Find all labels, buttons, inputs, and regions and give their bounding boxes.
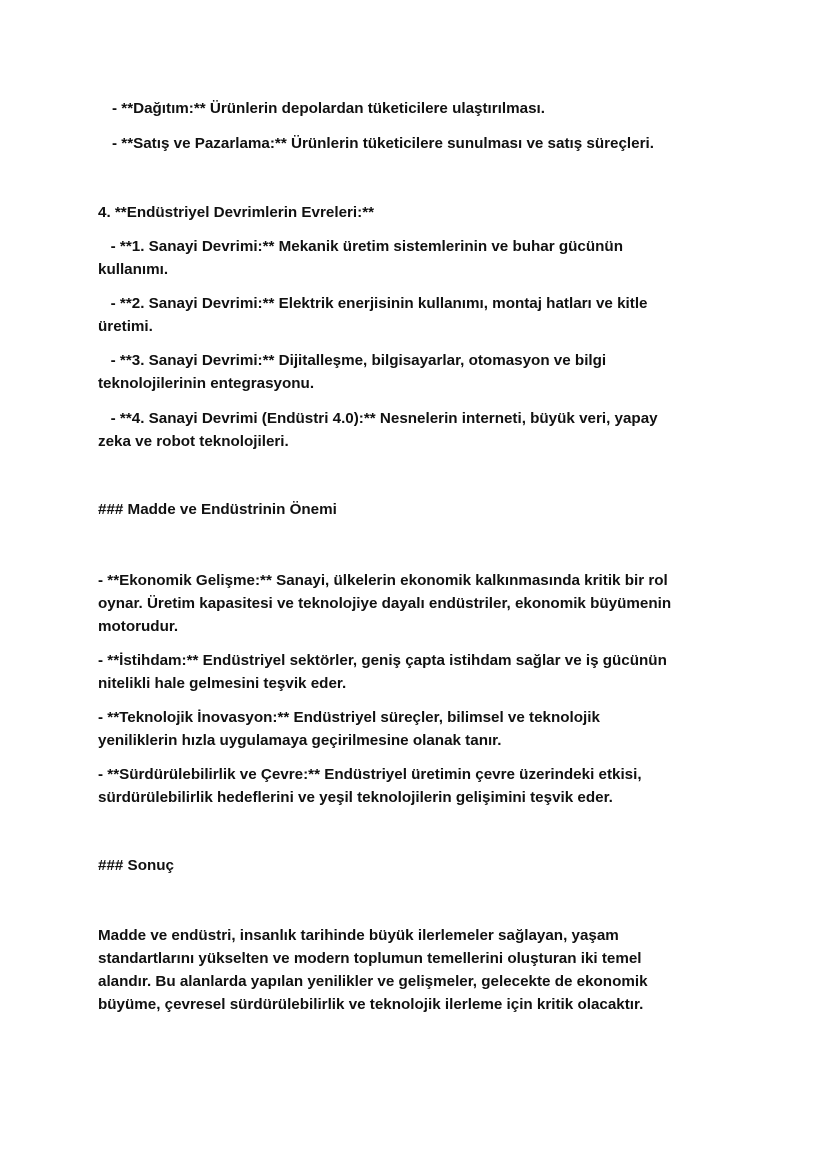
section-heading-conclusion: ### Sonuç	[98, 857, 174, 874]
revolution-item-2-line2: üretimi.	[98, 318, 153, 335]
revolution-item-4-line1: - **4. Sanayi Devrimi (Endüstri 4.0):** Nesnelerin interneti, büyük veri, yapay	[98, 410, 658, 427]
revolution-item-1-line1: - **1. Sanayi Devrimi:** Mekanik üretim sistemlerinin ve buhar gücünün	[98, 238, 623, 255]
importance-sustainability-line1: - **Sürdürülebilirlik ve Çevre:** Endüstriyel üretimin çevre üzerindeki etkisi,	[98, 766, 642, 783]
importance-sustainability-line2: sürdürülebilirlik hedeflerini ve yeşil teknolojilerin gelişimini teşvik eder.	[98, 789, 613, 806]
importance-innovation-line1: - **Teknolojik İnovasyon:** Endüstriyel süreçler, bilimsel ve teknolojik	[98, 709, 600, 726]
conclusion-line2: standartlarını yükselten ve modern toplumun temellerini oluşturan iki temel	[98, 950, 642, 967]
conclusion-line1: Madde ve endüstri, insanlık tarihinde büyük ilerlemeler sağlayan, yaşam	[98, 927, 619, 944]
revolution-item-2-line1: - **2. Sanayi Devrimi:** Elektrik enerjisinin kullanımı, montaj hatları ve kitle	[98, 295, 648, 312]
importance-employment-line1: - **İstihdam:** Endüstriyel sektörler, geniş çapta istihdam sağlar ve iş gücünün	[98, 652, 667, 669]
importance-economic-line1: - **Ekonomik Gelişme:** Sanayi, ülkelerin ekonomik kalkınmasında kritik bir rol	[98, 572, 668, 589]
revolution-item-3-line2: teknolojilerinin entegrasyonu.	[98, 375, 315, 392]
importance-employment-line2: nitelikli hale gelmesini teşvik eder.	[98, 675, 347, 692]
list-item-distribution: - **Dağıtım:** Ürünlerin depolardan tüketicilere ulaştırılması.	[112, 100, 545, 117]
revolution-item-4-line2: zeka ve robot teknolojileri.	[98, 433, 289, 450]
importance-economic-line2: oynar. Üretim kapasitesi ve teknolojiye dayalı endüstriler, ekonomik büyümenin	[98, 595, 672, 612]
section-heading-importance: ### Madde ve Endüstrinin Önemi	[98, 501, 337, 518]
conclusion-line3: alandır. Bu alanlarda yapılan yenilikler ve gelişmeler, gelecekte de ekonomik	[98, 973, 648, 990]
list-item-sales-marketing: - **Satış ve Pazarlama:** Ürünlerin tüketicilere sunulması ve satış süreçleri.	[112, 135, 654, 152]
section-heading-industrial-revolutions: 4. **Endüstriyel Devrimlerin Evreleri:**	[98, 204, 375, 221]
revolution-item-1-line2: kullanımı.	[98, 261, 169, 278]
importance-economic-line3: motorudur.	[98, 618, 179, 635]
revolution-item-3-line1: - **3. Sanayi Devrimi:** Dijitalleşme, bilgisayarlar, otomasyon ve bilgi	[98, 352, 607, 369]
importance-innovation-line2: yeniliklerin hızla uygulamaya geçirilmesine olanak tanır.	[98, 732, 502, 749]
conclusion-line4: büyüme, çevresel sürdürülebilirlik ve teknolojik ilerleme için kritik olacaktır.	[98, 996, 644, 1013]
